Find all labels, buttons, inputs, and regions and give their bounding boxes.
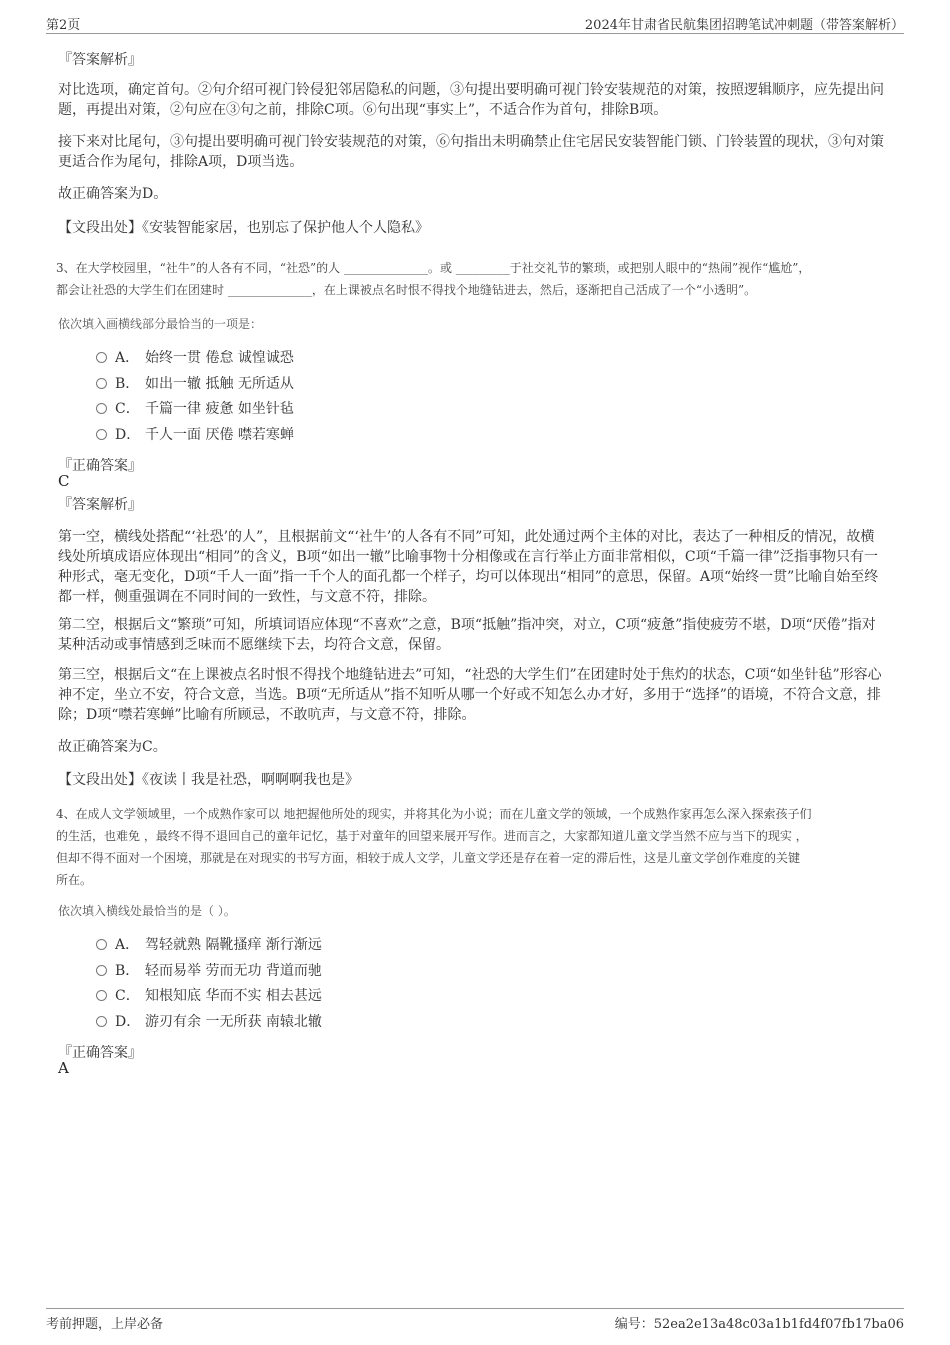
correct-answer-label: 『正确答案』: [58, 458, 142, 474]
radio-button-icon[interactable]: [96, 1016, 107, 1027]
radio-button-icon[interactable]: [96, 352, 107, 363]
analysis-label: 『答案解析』: [58, 497, 142, 513]
option-c[interactable]: C． 知根知底 华而不实 相去甚远: [96, 986, 322, 1006]
analysis-paragraph: 第一空，横线处搭配“‘社恐’的人”，且根据前文“‘社牛’的人各有不同”可知，此处通过两个主体的对比，表达了一种相反的情况，故横线处所填成语应体现出“相同”的含义，B项“如出一辙”比喻事物十分相像或在言行举止方面非常相似，C项“千篇一律”泛指事物只有一种形式，毫无变化，D项“千人一面”指一千个人的面孔都一个样子，均可以体现出“相同”的意思，保留。A项“始终一贯”比喻自始至终都一样，侧重强调在不同时间的一致性，与文意不符，排除。: [58, 529, 879, 605]
page-number: 第2页: [46, 18, 81, 33]
document-title: 2024年甘肃省民航集团招聘笔试冲刺题（带答案解析）: [584, 18, 904, 33]
radio-button-icon[interactable]: [96, 965, 107, 976]
question-stem: [56, 257, 896, 301]
radio-button-icon[interactable]: [96, 990, 107, 1001]
radio-button-icon[interactable]: [96, 429, 107, 440]
page-header: [46, 14, 904, 34]
question-stem-line: 但却不得不面对一个困境，那就是在对现实的书写方面，相较于成人文学，儿童文学还是存在着一定的滞后性，这是儿童文学创作难度的关键: [56, 851, 801, 865]
source-citation: 【文段出处】《夜读丨我是社恐，啊啊啊我也是》: [58, 772, 359, 788]
correct-answer-statement: 故正确答案为D。: [58, 186, 168, 202]
document-id: 编号：52ea2e13a48c03a1b1fd4f07fb17ba06: [614, 1317, 904, 1332]
source-citation: 【文段出处】《安装智能家居，也别忘了保护他人个人隐私》: [58, 220, 429, 236]
question-stem-line: 的生活，也难免 ，最终不得不退回自己的童年记忆，基于对童年的回望来展开写作。进而言之，大家都知道儿童文学当然不应与当下的现实 ，: [56, 829, 808, 843]
correct-answer-label: 『正确答案』: [58, 1045, 142, 1061]
question-instruction: 依次填入横线处最恰当的是（ ）。: [58, 904, 236, 918]
option-a[interactable]: A． 始终一贯 倦怠 诚惶诚恐: [96, 348, 294, 368]
footer-divider: [46, 1308, 904, 1309]
question-stem-line: 4、在成人文学领域里，一个成熟作家可以 地把握他所处的现实，并将其化为小说；而在儿童文学的领域，一个成熟作家再怎么深入探索孩子们: [56, 807, 812, 821]
analysis-label: 『答案解析』: [58, 52, 142, 68]
option-d[interactable]: D． 游刃有余 一无所获 南辕北辙: [96, 1012, 322, 1032]
question-instruction: 依次填入画横线部分最恰当的一项是：: [58, 317, 263, 331]
analysis-paragraph: 对比选项，确定首句。②句介绍可视门铃侵犯邻居隐私的问题，③句提出要明确可视门铃安装规范的对策，按照逻辑顺序，应先提出问题，再提出对策，②句应在③句之前，排除C项。⑥句出现“事实上”，不适合作为首句，排除B项。: [58, 82, 884, 118]
correct-answer-statement: 故正确答案为C。: [58, 739, 167, 755]
header-divider: [46, 33, 904, 34]
radio-button-icon[interactable]: [96, 403, 107, 414]
option-a[interactable]: A． 驾轻就熟 隔靴搔痒 渐行渐远: [96, 935, 322, 955]
option-b[interactable]: B． 如出一辙 抵触 无所适从: [96, 374, 294, 394]
radio-button-icon[interactable]: [96, 939, 107, 950]
question-stem: [56, 803, 896, 891]
option-b[interactable]: B． 轻而易举 劳而无功 背道而驰: [96, 961, 322, 981]
correct-answer: C: [58, 472, 70, 490]
option-c[interactable]: C． 千篇一律 疲惫 如坐针毡: [96, 399, 294, 419]
option-d[interactable]: D． 千人一面 厌倦 噤若寒蝉: [96, 425, 294, 445]
analysis-paragraph: 接下来对比尾句，③句提出要明确可视门铃安装规范的对策，⑥句指出未明确禁止住宅居民安装智能门锁、门铃装置的现状，③句对策更适合作为尾句，排除A项，D项当选。: [58, 134, 884, 170]
footer-slogan: 考前押题，上岸必备: [46, 1317, 164, 1332]
analysis-paragraph: 第二空，根据后文“繁琐”可知，所填词语应体现“不喜欢”之意，B项“抵触”指冲突，对立，C项“疲惫”指使疲劳不堪，D项“厌倦”指对某种活动或事情感到乏味而不愿继续下去，均符合文意，保留。: [58, 617, 876, 653]
question-stem-line: 3、在大学校园里，“社牛”的人各有不同，“社恐”的人 ______________。或 _________于社交礼节的繁琐，或把别人眼中的“热闹”视作“尴尬”，: [56, 261, 811, 275]
analysis-paragraph: 第三空，根据后文“在上课被点名时恨不得找个地缝钻进去”可知，“社恐的大学生们”在团建时处于焦灼的状态，C项“如坐针毡”形容心神不定，坐立不安，符合文意，当选。B项“无所适从”指不知听从哪一个好或不知怎么办才好，多用于“选择”的语境，不符合文意，排除；D项“噤若寒蝉”比喻有所顾忌，不敢吭声，与文意不符，排除。: [58, 667, 882, 723]
correct-answer: A: [58, 1059, 69, 1077]
question-stem-line: 都会让社恐的大学生们在团建时 ______________，在上课被点名时恨不得找个地缝钻进去，然后，逐渐把自己活成了一个“小透明”。: [56, 283, 757, 297]
radio-button-icon[interactable]: [96, 378, 107, 389]
question-stem-line: 所在。: [56, 873, 93, 887]
